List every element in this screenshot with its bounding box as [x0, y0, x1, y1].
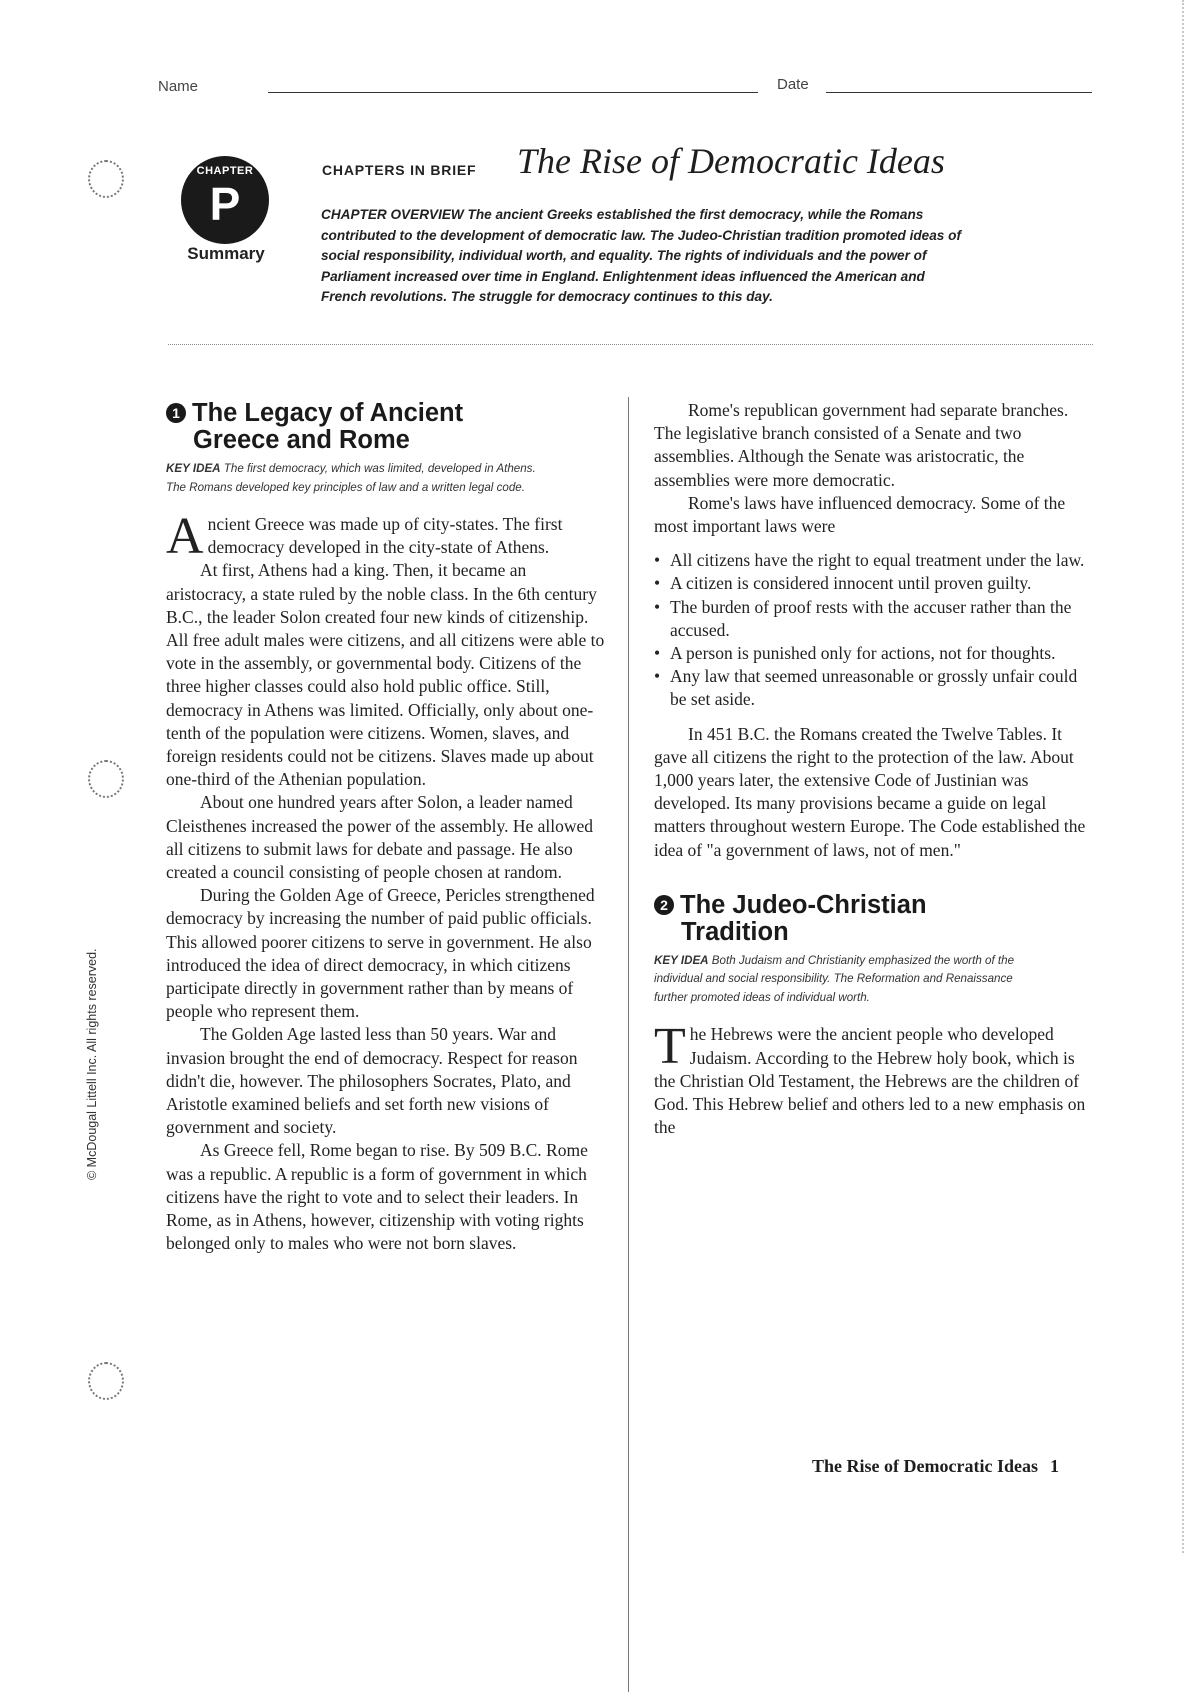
series-label: CHAPTERS IN BRIEF — [322, 162, 477, 178]
list-item: • All citizens have the right to equal treatment under the law. — [654, 549, 1094, 572]
paragraph: During the Golden Age of Greece, Pericles strengthened democracy by increasing the number of paid public officials. This allowed poorer citizens to serve in government. He also introduced the idea of direct democracy, in which citizens participate directly in government rather than by means of people who represent them. — [166, 885, 595, 1022]
left-column — [166, 400, 606, 1256]
footer-title: The Rise of Democratic Ideas — [812, 1456, 1038, 1476]
section-1-title-line1: The Legacy of Ancient — [192, 399, 464, 427]
overview-label: CHAPTER OVERVIEW — [321, 207, 464, 222]
page-footer — [812, 1456, 1059, 1477]
key-idea-label: KEY IDEA — [166, 462, 221, 475]
right-column — [654, 399, 1094, 1139]
section-1-title-line2: Greece and Rome — [193, 426, 410, 454]
column-divider — [628, 397, 629, 1692]
chapter-overview — [321, 205, 961, 308]
roman-laws-list — [654, 549, 1094, 711]
paragraph — [654, 1018, 1094, 1139]
page-number: 1 — [1049, 1456, 1059, 1476]
drop-cap: A — [166, 508, 204, 565]
paragraph-text-continued: As Greece fell, Rome began to rise. By 509 B.C. Rome was a republic. A republic is a form of government in which citizens have the right to vote and to select their leaders. In Rome, as in Athens, however, citizenship with voting rights belonged only to males who were not born slaves. — [166, 1140, 588, 1254]
list-item: • A citizen is considered innocent until proven guilty. — [654, 572, 1094, 595]
chapter-badge — [181, 156, 269, 244]
key-idea-label: KEY IDEA — [654, 953, 709, 967]
punch-hole-icon — [88, 760, 124, 798]
paragraph: At first, Athens had a king. Then, it became an aristocracy, a state ruled by the noble class. In the 6th century B.C., the leader Solon created four new kinds of citizenship. All free adult males were citizens, and all citizens were able to vote in the assembly, or governmental body. Citizens of the three higher classes could also hold public office. Still, democracy in Athens was limited. Officially, only about one-tenth of the population were citizens. Women, slaves, and foreign residents could not be citizens. Slaves made up about one-third of the Athenian population. — [166, 560, 605, 790]
paragraph — [166, 508, 606, 565]
name-field-line[interactable] — [268, 92, 758, 93]
punch-hole-icon — [88, 1362, 124, 1400]
paragraph: About one hundred years after Solon, a leader named Cleisthenes increased the power of the assembly. He allowed all citizens to submit laws for debate and passage. He also created a council consisting of people chosen at random. — [166, 792, 593, 883]
paragraph: Rome's republican government had separate branches. The legislative branch consisted of a Senate and two assemblies. Although the Senate was aristocratic, the assemblies were more democratic. — [654, 400, 1069, 490]
list-item: • The burden of proof rests with the accuser rather than the accused. — [654, 596, 1094, 642]
section-2-key-idea — [654, 952, 1044, 1008]
key-idea-text: The first democracy, which was limited, developed in Athens. The Romans developed key principles of law and a written legal code. — [166, 462, 536, 494]
scan-edge — [1182, 0, 1192, 1553]
paragraph: In 451 B.C. the Romans created the Twelve Tables. It gave all citizens the right to the protection of the law. About 1,000 years later, the extensive Code of Justinian was developed. Its many provisions became a guide on legal matters throughout western Europe. The Code established the idea of "a government of laws, not of men." — [654, 723, 1086, 860]
list-item: • Any law that seemed unreasonable or grossly unfair could be set aside. — [654, 665, 1094, 711]
punch-hole-icon — [88, 160, 124, 198]
paragraph-text: he Hebrews were the ancient people who developed Judaism. According to the Hebrew holy book, which is the Christian Old Testament, the Hebrews are the children of God. This Hebrew belief and others led to a new emphasis on the — [654, 1024, 1086, 1138]
divider — [168, 344, 1093, 345]
list-item: • A person is punished only for actions, not for thoughts. — [654, 642, 1094, 665]
date-field-line[interactable] — [826, 92, 1092, 93]
copyright-notice: © McDougal Littell Inc. All rights reserved. — [85, 948, 99, 1180]
paragraph-text: ncient Greece was made up of city-states. The first democracy developed in the city-state of Athens. — [207, 514, 563, 558]
section-2-title-line1: The Judeo-Christian — [680, 890, 927, 919]
drop-cap: T — [654, 1018, 686, 1076]
page-title: The Rise of Democratic Ideas — [517, 141, 945, 181]
section-number-badge: 1 — [166, 403, 186, 423]
section-2-title-line2: Tradition — [681, 917, 789, 946]
paragraph: The Golden Age lasted less than 50 years. War and invasion brought the end of democracy. Respect for reason didn't die, however. The philosophers Socrates, Plato, and Aristotle examined beliefs and set forth new visions of government and society. — [166, 1024, 578, 1138]
overview-text: The ancient Greeks established the first democracy, while the Romans contributed to the development of democratic law. The Judeo-Christian tradition promoted ideas of social responsibility, individual worth, and equality. The rights of individuals and the power of Parliament increased over time in England. Enlightenment ideas influenced the American and French revolutions. The struggle for democracy continues to this day. — [321, 207, 961, 305]
section-1-heading — [166, 400, 606, 454]
paragraph: Rome's laws have influenced democracy. Some of the most important laws were — [654, 492, 1066, 537]
summary-label: Summary — [187, 244, 265, 263]
chapter-badge-word: CHAPTER — [196, 165, 254, 177]
chapter-badge-letter: P — [209, 178, 241, 230]
paragraph — [166, 1139, 606, 1255]
section-1-key-idea — [166, 460, 556, 497]
date-label: Date — [777, 76, 809, 93]
key-idea-text: Both Judaism and Christianity emphasized the worth of the individual and social responsibility. The Reformation and Renaissance further promoted ideas of individual worth. — [654, 953, 1015, 1004]
section-number-badge: 2 — [654, 895, 674, 915]
name-label: Name — [158, 78, 199, 95]
section-2-heading — [654, 892, 1094, 946]
